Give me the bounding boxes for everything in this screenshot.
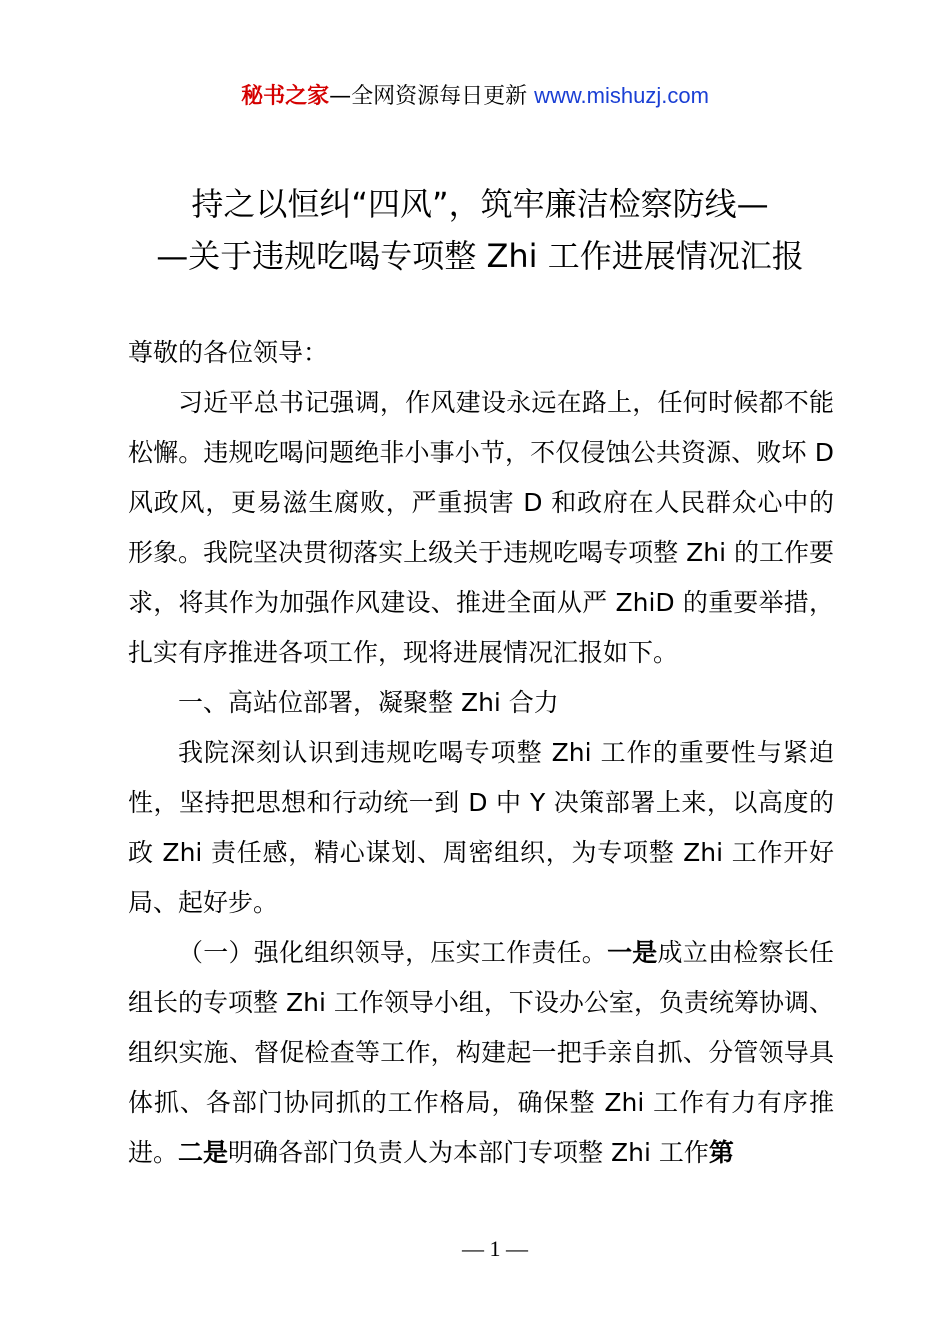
section-heading-1: 一、高站位部署，凝聚整 Zhi 合力 bbox=[178, 688, 559, 717]
header-url-link[interactable]: www.mishuzj.com bbox=[534, 83, 709, 108]
paragraph-section-1: 我院深刻认识到违规吃喝专项整 Zhi 工作的重要性与紧迫性，坚持把思想和行动统一到 D 中 Y 决策部署上来，以高度的政 Zhi 责任感，精心谋划、周密组织，为专项整 Zhi 工作开好局、起好步。 bbox=[128, 738, 834, 917]
point-label-first: 一是 bbox=[607, 938, 658, 967]
point-text-second: 明确各部门负责人为本部门专项整 Zhi 工作 bbox=[228, 1138, 709, 1167]
header-tagline: —全网资源每日更新 bbox=[329, 84, 528, 109]
salutation: 尊敬的各位领导： bbox=[128, 338, 329, 367]
title-line-1: 持之以恒纠“四风”，筑牢廉洁检察防线— bbox=[191, 185, 769, 223]
paragraph-intro: 习近平总书记强调，作风建设永远在路上，任何时候都不能松懈。违规吃喝问题绝非小事小节，不仅侵蚀公共资源、败坏 D 风政风，更易滋生腐败，严重损害 D 和政府在人民群众心中的形象。我院坚决贯彻落实上级关于违规吃喝专项整 Zhi 的工作要求，将其作为加强作风建设、推进全面从严 ZhiD 的重要举措，扎实有序推进各项工作，现将进展情况汇报如下。 bbox=[128, 388, 834, 667]
paragraph-subsection-1 bbox=[128, 928, 834, 1178]
page-number bbox=[0, 1234, 950, 1264]
title-line-2: —关于违规吃喝专项整 Zhi 工作进展情况汇报 bbox=[156, 237, 804, 275]
subsection-heading: （一）强化组织领导，压实工作责任。 bbox=[178, 938, 608, 967]
page-number-text: — 1 — bbox=[462, 1236, 528, 1261]
continued-bold-text: 第 bbox=[708, 1138, 734, 1167]
site-header bbox=[0, 80, 950, 113]
point-label-second: 二是 bbox=[178, 1138, 229, 1167]
point-text-first: 成立由检察长任组长的专项整 Zhi 工作领导小组，下设办公室，负责统筹协调、组织实施、督促检查等工作，构建起一把手亲自抓、分管领导具体抓、各部门协同抓的工作格局，确保整 Zhi 工作有力有序推进。 bbox=[128, 938, 834, 1167]
brand-name: 秘书之家 bbox=[241, 84, 330, 109]
document-body bbox=[128, 328, 834, 1178]
document-title bbox=[120, 178, 840, 282]
